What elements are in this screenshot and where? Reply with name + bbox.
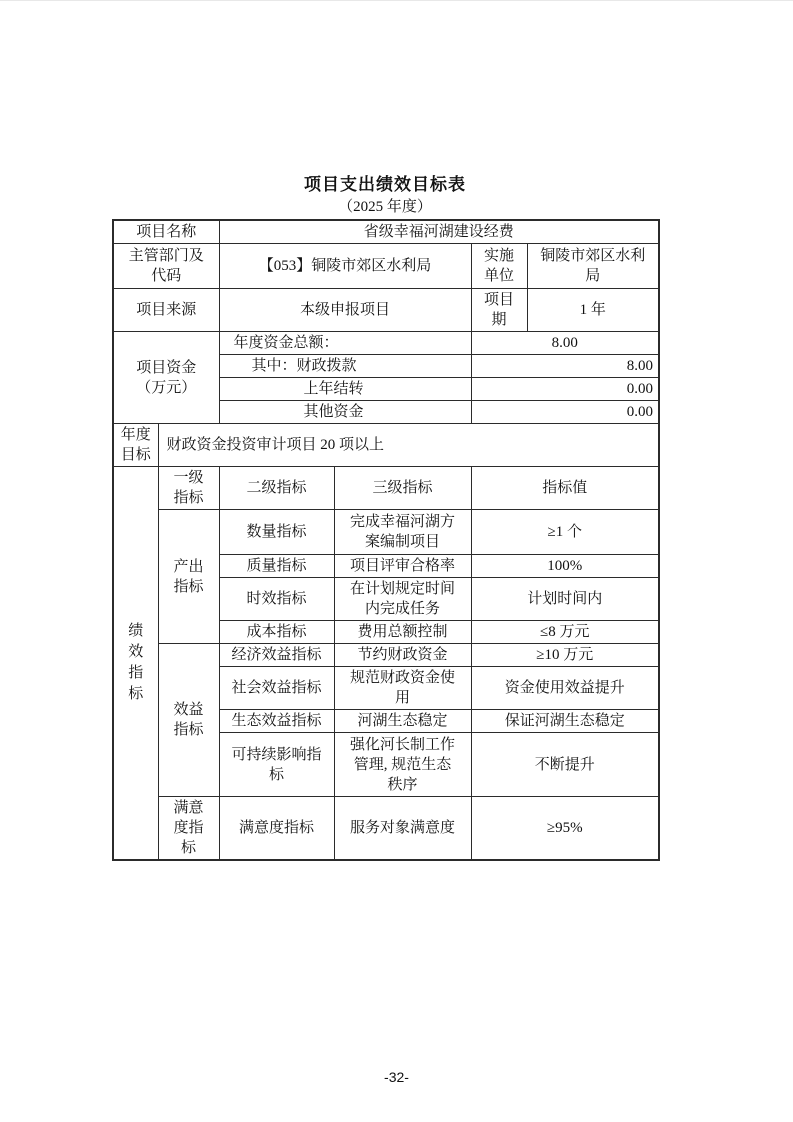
cell-cost-level2: 成本指标 (219, 621, 334, 644)
cell-header-value: 指标值 (471, 467, 659, 510)
cell-economic-value: ≥10 万元 (471, 644, 659, 667)
cell-timeliness-value: 计划时间内 (471, 578, 659, 621)
cell-cost-level3: 费用总额控制 (334, 621, 471, 644)
cell-sustain-value: 不断提升 (471, 733, 659, 797)
page-title: 项目支出绩效目标表 (304, 175, 466, 194)
cell-cost-value: ≤8 万元 (471, 621, 659, 644)
title-block (112, 175, 658, 218)
cell-source-value: 本级申报项目 (219, 289, 471, 332)
cell-quantity-value: ≥1 个 (471, 510, 659, 555)
cell-eco-level3: 河湖生态稳定 (334, 710, 471, 733)
cell-group-output: 产出指标 (158, 510, 219, 644)
cell-funding-carryover-label: 上年结转 (219, 378, 471, 401)
cell-annual-goal-text: 财政资金投资审计项目 20 项以上 (158, 424, 659, 467)
cell-project-name-label: 项目名称 (113, 220, 219, 244)
cell-economic-level3: 节约财政资金 (334, 644, 471, 667)
performance-target-table (112, 219, 660, 861)
cell-satisfaction-value: ≥95% (471, 797, 659, 861)
cell-sustain-level2: 可持续影响指标 (219, 733, 334, 797)
cell-timeliness-level2: 时效指标 (219, 578, 334, 621)
cell-group-satisfaction: 满意度指标 (158, 797, 219, 861)
cell-dept-value: 【053】铜陵市郊区水利局 (219, 244, 471, 289)
cell-impl-unit-label: 实施单位 (471, 244, 527, 289)
cell-header-level3: 三级指标 (334, 467, 471, 510)
cell-social-value: 资金使用效益提升 (471, 667, 659, 710)
cell-funding-total-value: 8.00 (471, 332, 659, 355)
cell-funding-label: 项目资金（万元） (113, 332, 219, 424)
cell-quantity-level2: 数量指标 (219, 510, 334, 555)
cell-sustain-level3: 强化河长制工作管理, 规范生态秩序 (334, 733, 471, 797)
cell-indicators-label: 绩效指标 (113, 467, 158, 861)
cell-period-value: 1 年 (527, 289, 659, 332)
cell-timeliness-level3: 在计划规定时间内完成任务 (334, 578, 471, 621)
cell-satisfaction-level2: 满意度指标 (219, 797, 334, 861)
cell-annual-goal-label: 年度目标 (113, 424, 158, 467)
page-subtitle: （2025 年度） (338, 199, 432, 215)
cell-eco-level2: 生态效益指标 (219, 710, 334, 733)
cell-quantity-level3: 完成幸福河湖方案编制项目 (334, 510, 471, 555)
cell-project-name: 省级幸福河湖建设经费 (219, 220, 659, 244)
cell-social-level2: 社会效益指标 (219, 667, 334, 710)
cell-quality-level2: 质量指标 (219, 555, 334, 578)
cell-funding-carryover-value: 0.00 (471, 378, 659, 401)
cell-eco-value: 保证河湖生态稳定 (471, 710, 659, 733)
cell-group-benefit: 效益指标 (158, 644, 219, 797)
cell-funding-total-label: 年度资金总额： (219, 332, 471, 355)
cell-economic-level2: 经济效益指标 (219, 644, 334, 667)
cell-dept-label: 主管部门及代码 (113, 244, 219, 289)
cell-header-level1: 一级指标 (158, 467, 219, 510)
cell-source-label: 项目来源 (113, 289, 219, 332)
cell-social-level3: 规范财政资金使用 (334, 667, 471, 710)
page-number: -32- (384, 1069, 409, 1085)
cell-funding-other-value: 0.00 (471, 401, 659, 424)
cell-header-level2: 二级指标 (219, 467, 334, 510)
cell-period-label: 项目期 (471, 289, 527, 332)
cell-quality-level3: 项目评审合格率 (334, 555, 471, 578)
cell-impl-unit-value: 铜陵市郊区水利局 (527, 244, 659, 289)
cell-satisfaction-level3: 服务对象满意度 (334, 797, 471, 861)
cell-funding-fiscal-value: 8.00 (471, 355, 659, 378)
cell-funding-other-label: 其他资金 (219, 401, 471, 424)
cell-quality-value: 100% (471, 555, 659, 578)
cell-funding-fiscal-label: 其中：财政拨款 (219, 355, 471, 378)
